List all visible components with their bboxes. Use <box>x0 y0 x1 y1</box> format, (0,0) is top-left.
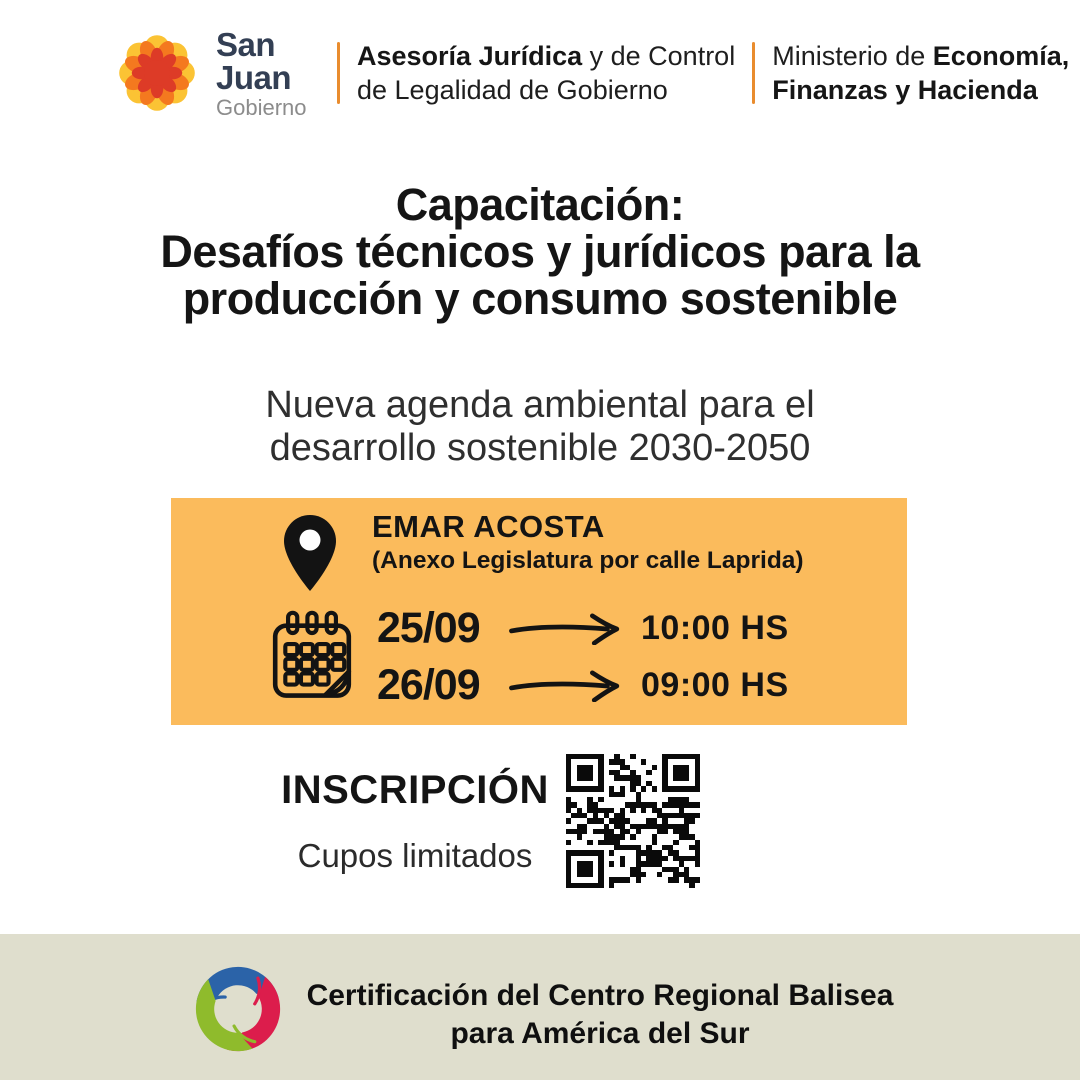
certification-text <box>0 977 1080 1053</box>
ministry-line2 <box>772 73 1069 107</box>
arrow-right-icon <box>507 670 625 702</box>
session-date: 26/09 <box>377 661 480 709</box>
sessions-list <box>377 600 789 714</box>
venue-block <box>372 511 804 574</box>
event-details-box <box>171 498 907 725</box>
logo-name: San Juan <box>216 25 292 96</box>
logo-subtitle: Gobierno <box>216 94 307 120</box>
session-row <box>377 657 789 714</box>
arrow-right-icon <box>507 613 625 645</box>
vertical-divider <box>337 42 340 104</box>
session-date: 25/09 <box>377 604 480 652</box>
ministry-title <box>772 39 1069 107</box>
san-juan-flower-icon <box>112 28 202 118</box>
division-line2: de Legalidad de Gobierno <box>357 75 668 105</box>
qr-code <box>566 754 700 888</box>
ministry-prefix: Ministerio de <box>772 41 933 71</box>
flower-center <box>144 60 170 86</box>
location-pin-icon <box>283 514 337 592</box>
subtitle-line1: Nueva agenda ambiental para el <box>265 384 815 426</box>
venue-name: EMAR ACOSTA <box>372 509 605 544</box>
division-title <box>357 39 735 107</box>
division-name-bold: Asesoría Jurídica <box>357 41 583 71</box>
session-time: 10:00 HS <box>641 609 789 647</box>
title-line3: producción y consumo sostenible <box>182 273 898 324</box>
ministry-bold1: Economía, <box>932 41 1070 71</box>
title-line2: Desafíos técnicos y jurídicos para la <box>160 226 920 277</box>
vertical-divider <box>752 42 755 104</box>
registration-note: Cupos limitados <box>297 837 533 874</box>
registration-title: INSCRIPCIÓN <box>281 768 549 812</box>
division-line1 <box>357 39 735 73</box>
registration-section <box>240 768 590 875</box>
page-title <box>0 181 1080 322</box>
event-subtitle <box>0 384 1080 470</box>
ministry-line1 <box>772 39 1069 73</box>
session-time: 09:00 HS <box>641 666 789 704</box>
division-name-rest: y de Control <box>582 41 736 71</box>
certification-line2: para América del Sur <box>450 1017 750 1050</box>
government-header <box>112 26 1069 120</box>
logo-text <box>216 25 320 120</box>
title-line1: Capacitación: <box>395 179 685 230</box>
calendar-grid <box>285 644 344 684</box>
session-row <box>377 600 789 657</box>
subtitle-line2: desarrollo sostenible 2030-2050 <box>269 427 811 469</box>
venue-detail: (Anexo Legislatura por calle Laprida) <box>372 546 804 574</box>
ministry-bold2: Finanzas y Hacienda <box>772 75 1038 105</box>
footer-band <box>0 934 1080 1080</box>
certification-line1: Certificación del Centro Regional Balisea <box>306 979 894 1012</box>
calendar-icon <box>270 610 354 702</box>
